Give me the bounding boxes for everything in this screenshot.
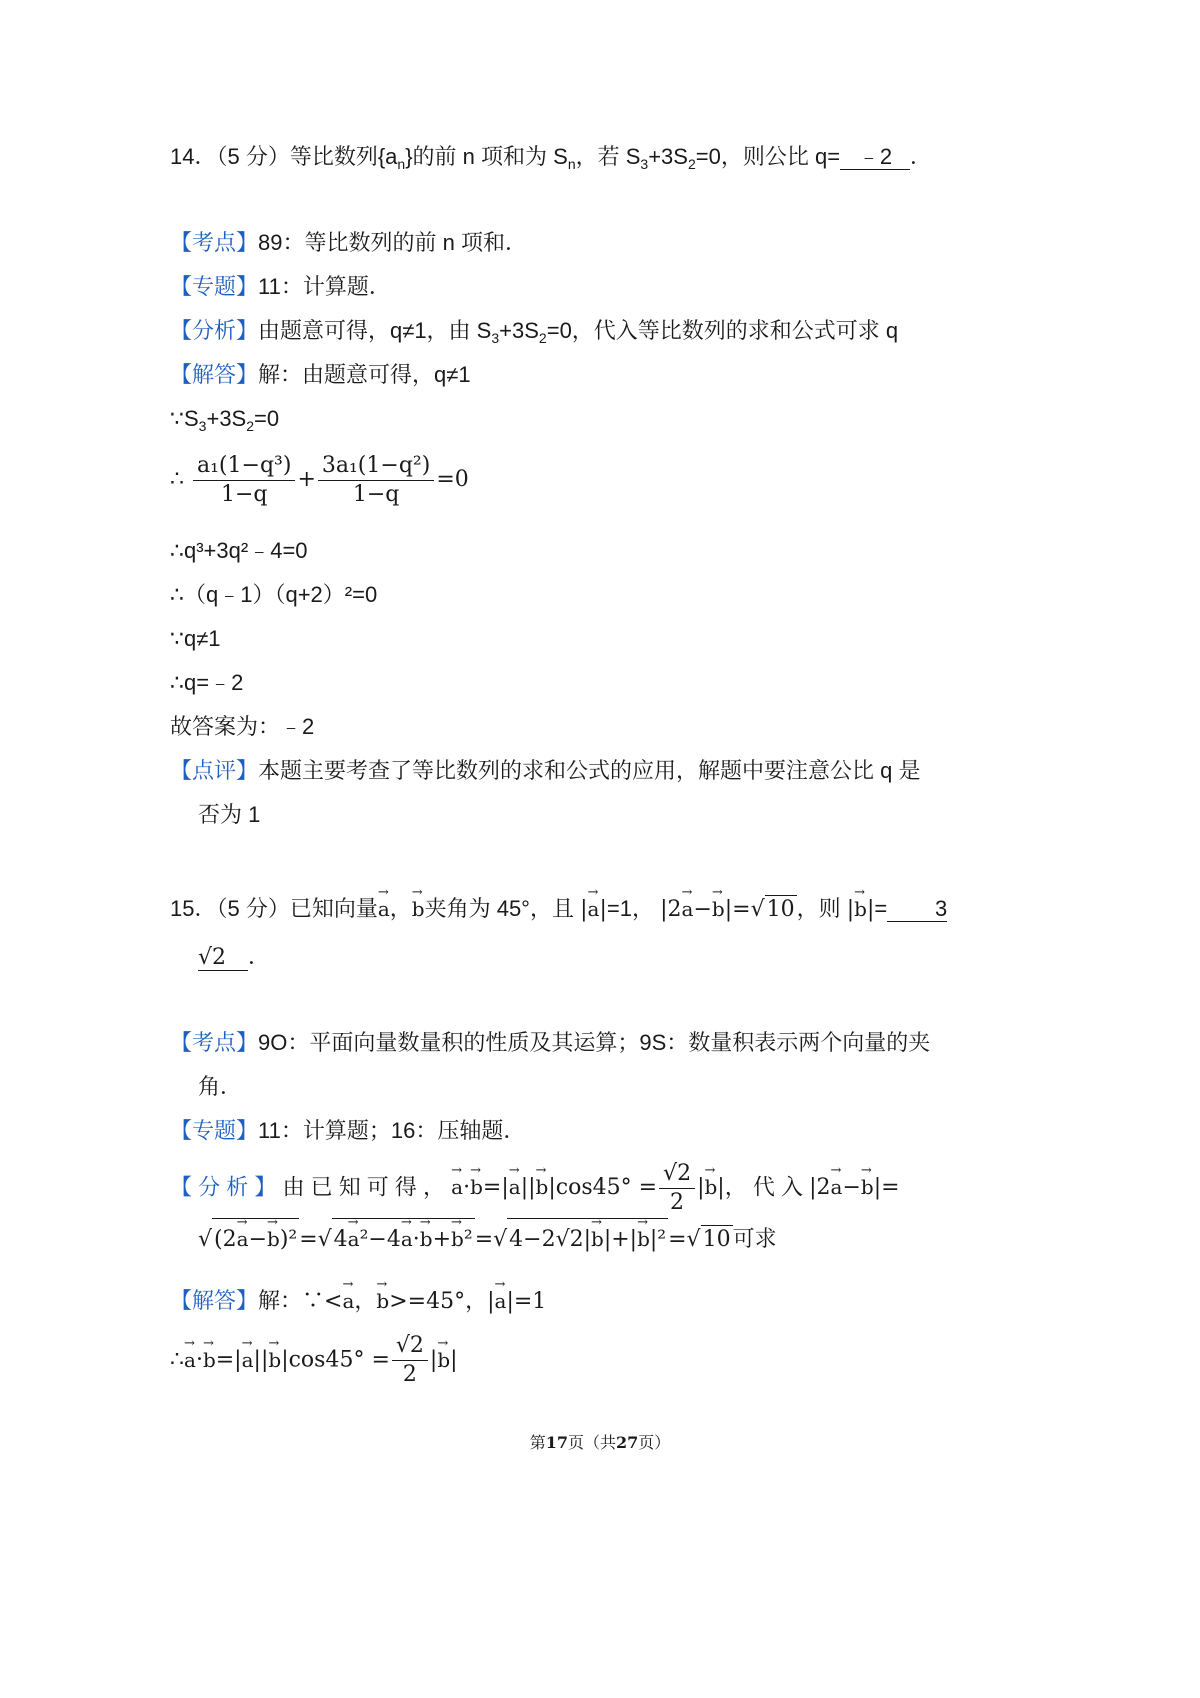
q14-dianping: 【点评】本题主要考查了等比数列的求和公式的应用，解题中要注意公比 q 是 — [170, 758, 921, 783]
sqrt2-over-2: $\frac{√2}{2}$ — [659, 1160, 695, 1217]
q15-kaodian-cont: 角． — [198, 1074, 243, 1099]
q14-kaodian: 【考点】89：等比数列的前 n 项和． — [170, 230, 527, 255]
sqrt2-over-2-b: $\frac{√2}{2}$ — [392, 1332, 428, 1389]
page-footer: 第17页（共27页） — [529, 1433, 671, 1452]
q15-stem: 15．（5 分）已知向量→ a，→ b夹角为 45°，且 |→ a|=1， |2→ a−→ b|=√10，则 |→ b|= 3 — [170, 888, 947, 925]
q14-step2-formula: ∴ $\frac{\text{a₁(1−q³)}}{1-q}$ + $\frac{\text{3a₁(1−q²)}}{1-q}$ =0 — [170, 452, 469, 507]
q15-fenxi-formula: √(2→ a−→ b)²=√4→ a²−4→ a·→ b+→ b²=√4−2√2|→ b|+|→ b|²=√10可求 — [198, 1218, 777, 1260]
q14-fenxi: 【分析】由题意可得，q≠1，由 $S_3+3S_2=0$，代入等比数列的求和公式可求 q — [170, 318, 899, 346]
q14-step5: ∵q≠1 — [170, 626, 221, 651]
fraction-2: $\frac{\text{3a₁(1−q²)}}{1-q}$ — [318, 452, 434, 509]
q14-stem: 14．（5 分）等比数列$\{a_n\}$的前 n 项和为 $S_n$，若 $S_3+3S_2=0$，则公比 q= ﹣2 ． — [170, 144, 933, 172]
q15-zhuanti: 【专题】11：计算题；16：压轴题． — [170, 1118, 526, 1143]
q15-answer-blank-1: 3 — [887, 897, 947, 922]
q14-jieda: 【解答】解：由题意可得，q≠1 — [170, 362, 471, 387]
q14-answer-line: 故答案为：﹣2 — [170, 714, 315, 739]
q15-jieda: 【解答】解：∵<→ a，→ b>=45°，|→ a|=1 — [170, 1280, 546, 1317]
q14-step3: ∴q³+3q²﹣4=0 — [170, 538, 308, 563]
q15-fenxi: 【 分 析 】 由 已 知 可 得 ， → a·→ b=|→ a||→ b|cos45° = $\frac{√2}{2}$ |→ b|， 代 入 |2→ a−→ b|= — [170, 1160, 900, 1217]
q15-stem-cont: √2 ． — [198, 944, 271, 970]
q14-dianping-cont: 否为 1 — [198, 802, 261, 827]
q14-step4: ∴（q﹣1）（q+2）²=0 — [170, 582, 378, 607]
q15-answer-blank-2: √2 — [198, 946, 248, 971]
q14-step1: $\because S_3+3S_2=0$ — [170, 406, 280, 434]
q15-kaodian: 【考点】9O：平面向量数量积的性质及其运算；9S：数量积表示两个向量的夹 — [170, 1030, 931, 1055]
q14-step6: ∴q=﹣2 — [170, 670, 244, 695]
q14-answer-blank: ﹣2 — [840, 145, 910, 170]
q14-zhuanti: 【专题】11：计算题． — [170, 274, 391, 299]
fraction-1: $\frac{\text{a₁(1−q³)}}{1-q}$ — [193, 452, 295, 509]
q15-step1: ∴→ a·→ b=|→ a||→ b|cos45° = $\frac{√2}{2}$ |→ b| — [170, 1332, 458, 1389]
